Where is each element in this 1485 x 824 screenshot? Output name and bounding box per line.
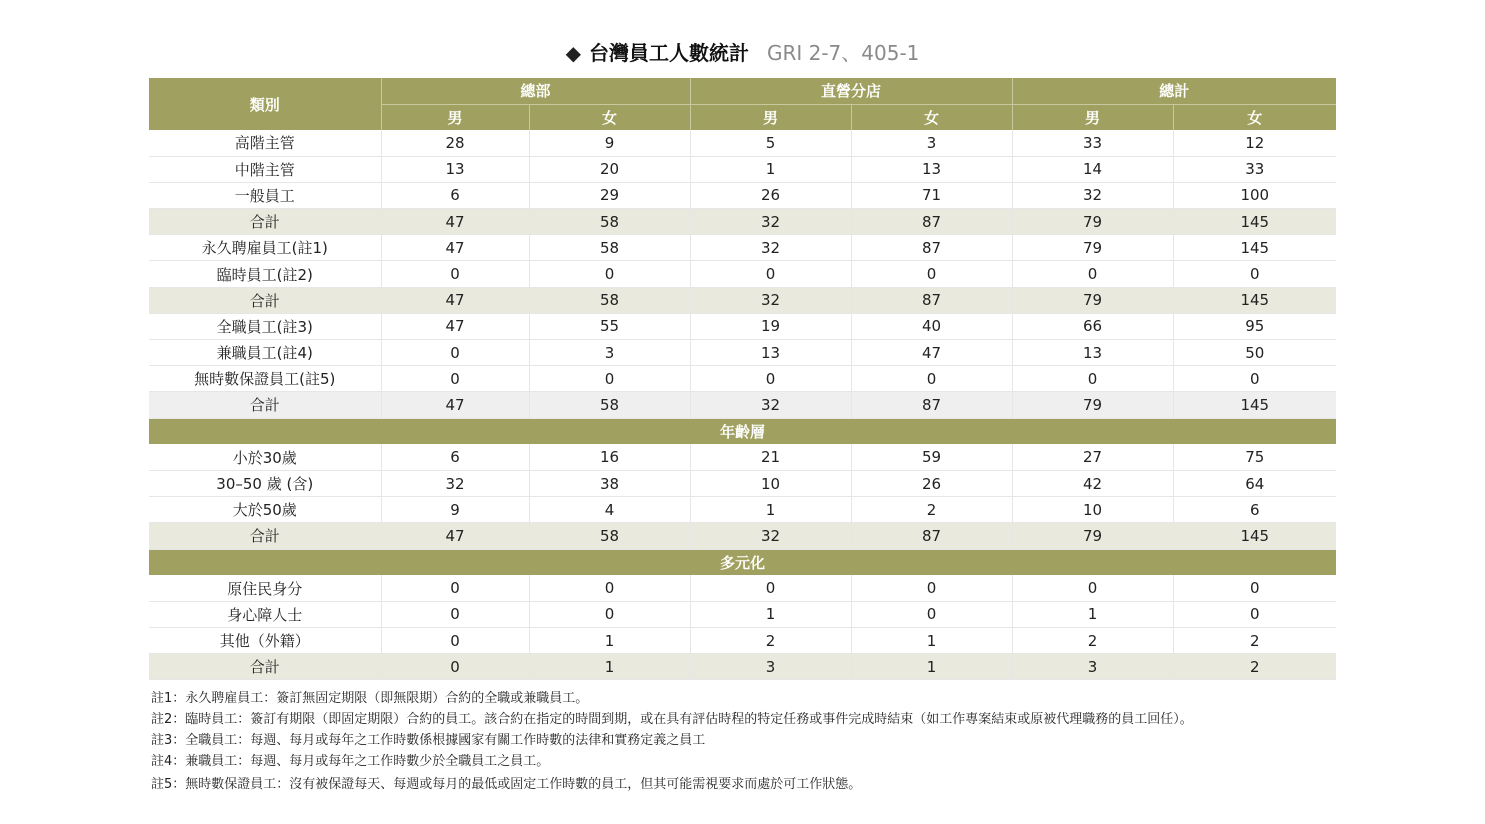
table-row [149, 366, 1336, 392]
table-cell: 38 [529, 470, 690, 496]
table-cell: 0 [1012, 366, 1173, 392]
table-cell: 0 [1173, 261, 1336, 287]
footnote: 註2：臨時員工：簽訂有期限（即固定期限）合約的員工。該合約在指定的時間到期，或在具有評估時程的特定任務或事件完成時結束（如工作專案結束或原被代理職務的員工回任）。 [151, 712, 1193, 727]
table-cell: 59 [851, 444, 1012, 470]
table-cell: 33 [1012, 130, 1173, 156]
table-cell: 2 [690, 628, 851, 654]
header-female: 女 [851, 104, 1012, 130]
table-row [149, 261, 1336, 287]
footnotes [151, 688, 1193, 795]
table-cell: 9 [381, 497, 529, 523]
table-row [149, 235, 1336, 261]
row-label: 無時數保證員工(註5) [149, 366, 381, 392]
table-cell: 29 [529, 182, 690, 208]
table-cell: 145 [1173, 523, 1336, 549]
table-cell: 47 [381, 392, 529, 418]
table-cell: 19 [690, 313, 851, 339]
table-cell: 79 [1012, 235, 1173, 261]
row-label: 小於30歲 [149, 444, 381, 470]
table-cell: 13 [381, 156, 529, 182]
table-cell: 5 [690, 130, 851, 156]
table-cell: 71 [851, 182, 1012, 208]
table-cell: 13 [1012, 340, 1173, 366]
row-label: 兼職員工(註4) [149, 340, 381, 366]
table-cell: 0 [529, 601, 690, 627]
table-cell: 79 [1012, 287, 1173, 313]
header-female: 女 [529, 104, 690, 130]
table-cell: 3 [529, 340, 690, 366]
row-label: 合計 [149, 287, 381, 313]
table-row [149, 628, 1336, 654]
header-group-hq: 總部 [381, 78, 690, 104]
table-cell: 1 [690, 156, 851, 182]
table-cell: 1 [529, 628, 690, 654]
header-female: 女 [1173, 104, 1336, 130]
section-age-header [149, 418, 1336, 444]
table-cell: 87 [851, 235, 1012, 261]
footnote: 註3：全職員工：每週、每月或每年之工作時數係根據國家有關工作時數的法律和實務定義之員工 [151, 733, 706, 748]
table-cell: 4 [529, 497, 690, 523]
table-cell: 6 [1173, 497, 1336, 523]
table-cell: 26 [851, 470, 1012, 496]
table-cell: 33 [1173, 156, 1336, 182]
footnote: 註5：無時數保證員工：沒有被保證每天、每週或每月的最低或固定工作時數的員工，但其可能需視要求而處於可工作狀態。 [151, 777, 862, 792]
header-male: 男 [381, 104, 529, 130]
table-cell: 0 [529, 575, 690, 601]
table-row [149, 156, 1336, 182]
table-cell: 47 [381, 209, 529, 235]
table-cell: 6 [381, 182, 529, 208]
footnote: 註4：兼職員工：每週、每月或每年之工作時數少於全職員工之員工。 [151, 754, 550, 769]
table-cell: 0 [381, 575, 529, 601]
table-cell: 32 [690, 235, 851, 261]
header-category: 類別 [149, 78, 381, 130]
table-cell: 0 [529, 261, 690, 287]
row-label: 全職員工(註3) [149, 313, 381, 339]
table-row [149, 497, 1336, 523]
table-cell: 1 [529, 654, 690, 680]
table-cell: 21 [690, 444, 851, 470]
table-cell: 32 [690, 209, 851, 235]
table-row [149, 182, 1336, 208]
table-cell: 1 [690, 601, 851, 627]
header-group-branch: 直營分店 [690, 78, 1012, 104]
row-label: 中階主管 [149, 156, 381, 182]
table-cell: 55 [529, 313, 690, 339]
table-cell: 2 [851, 497, 1012, 523]
table-cell: 0 [1173, 366, 1336, 392]
table-cell: 2 [1012, 628, 1173, 654]
table-cell: 0 [1012, 261, 1173, 287]
table-cell: 10 [690, 470, 851, 496]
row-label: 合計 [149, 392, 381, 418]
table-cell: 0 [381, 628, 529, 654]
table-cell: 2 [1173, 628, 1336, 654]
footnote: 註1：永久聘雇員工：簽訂無固定期限（即無限期）合約的全職或兼職員工。 [151, 691, 589, 706]
row-label: 大於50歲 [149, 497, 381, 523]
row-label: 高階主管 [149, 130, 381, 156]
total-row [149, 654, 1336, 680]
table-cell: 47 [381, 287, 529, 313]
employee-stats-table [149, 78, 1336, 680]
table-cell: 2 [1173, 654, 1336, 680]
section-diversity-header-label: 多元化 [149, 549, 1336, 575]
table-cell: 27 [1012, 444, 1173, 470]
table-row [149, 340, 1336, 366]
table-cell: 16 [529, 444, 690, 470]
table-cell: 28 [381, 130, 529, 156]
table-row [149, 130, 1336, 156]
table-cell: 145 [1173, 235, 1336, 261]
table-row [149, 313, 1336, 339]
total-row [149, 523, 1336, 549]
row-label: 臨時員工(註2) [149, 261, 381, 287]
table-cell: 0 [690, 261, 851, 287]
table-cell: 9 [529, 130, 690, 156]
table-cell: 58 [529, 523, 690, 549]
table-row [149, 444, 1336, 470]
table-cell: 50 [1173, 340, 1336, 366]
table-row [149, 601, 1336, 627]
row-label: 30–50 歲 (含) [149, 470, 381, 496]
table-cell: 3 [690, 654, 851, 680]
table-cell: 1 [851, 628, 1012, 654]
table-cell: 32 [381, 470, 529, 496]
table-cell: 79 [1012, 392, 1173, 418]
table-cell: 0 [1173, 601, 1336, 627]
diamond-icon: ◆ [565, 41, 581, 65]
table-cell: 64 [1173, 470, 1336, 496]
table-cell: 58 [529, 392, 690, 418]
table-cell: 79 [1012, 209, 1173, 235]
row-label: 合計 [149, 654, 381, 680]
table-cell: 0 [381, 366, 529, 392]
table-cell: 0 [381, 340, 529, 366]
table-cell: 58 [529, 287, 690, 313]
table-cell: 87 [851, 287, 1012, 313]
table-cell: 0 [851, 261, 1012, 287]
table-cell: 47 [381, 523, 529, 549]
table-cell: 0 [1012, 575, 1173, 601]
table-cell: 95 [1173, 313, 1336, 339]
table-cell: 79 [1012, 523, 1173, 549]
table-cell: 75 [1173, 444, 1336, 470]
total-row [149, 287, 1336, 313]
table-cell: 145 [1173, 209, 1336, 235]
table-cell: 13 [690, 340, 851, 366]
table-cell: 87 [851, 392, 1012, 418]
table-cell: 1 [1012, 601, 1173, 627]
table-cell: 87 [851, 523, 1012, 549]
table-cell: 66 [1012, 313, 1173, 339]
header-group-total: 總計 [1012, 78, 1336, 104]
table-cell: 0 [851, 366, 1012, 392]
title-main: 台灣員工人數統計 [588, 41, 749, 65]
row-label: 身心障人士 [149, 601, 381, 627]
table-cell: 10 [1012, 497, 1173, 523]
table-cell: 47 [851, 340, 1012, 366]
table-cell: 40 [851, 313, 1012, 339]
table-cell: 58 [529, 235, 690, 261]
table-cell: 47 [381, 235, 529, 261]
table-cell: 100 [1173, 182, 1336, 208]
row-label: 原住民身分 [149, 575, 381, 601]
total-row [149, 209, 1336, 235]
table-cell: 14 [1012, 156, 1173, 182]
table-cell: 6 [381, 444, 529, 470]
table-cell: 32 [690, 287, 851, 313]
table-cell: 0 [381, 654, 529, 680]
table-cell: 0 [851, 575, 1012, 601]
table-cell: 87 [851, 209, 1012, 235]
table-cell: 1 [690, 497, 851, 523]
table-cell: 0 [851, 601, 1012, 627]
table-cell: 0 [1173, 575, 1336, 601]
table-cell: 13 [851, 156, 1012, 182]
page-title [0, 38, 1485, 68]
table-row [149, 470, 1336, 496]
table-cell: 47 [381, 313, 529, 339]
table-cell: 0 [381, 601, 529, 627]
table-cell: 32 [1012, 182, 1173, 208]
row-label: 一般員工 [149, 182, 381, 208]
row-label: 其他（外籍） [149, 628, 381, 654]
total-row [149, 392, 1336, 418]
table-cell: 26 [690, 182, 851, 208]
row-label: 合計 [149, 209, 381, 235]
table-cell: 3 [1012, 654, 1173, 680]
table-cell: 145 [1173, 392, 1336, 418]
table-cell: 3 [851, 130, 1012, 156]
table-cell: 42 [1012, 470, 1173, 496]
header-male: 男 [1012, 104, 1173, 130]
header-male: 男 [690, 104, 851, 130]
row-label: 合計 [149, 523, 381, 549]
table-cell: 0 [529, 366, 690, 392]
table-row [149, 575, 1336, 601]
table-cell: 145 [1173, 287, 1336, 313]
section-diversity-header [149, 549, 1336, 575]
section-age-header-label: 年齡層 [149, 418, 1336, 444]
table-cell: 0 [690, 366, 851, 392]
table-cell: 0 [381, 261, 529, 287]
table-cell: 12 [1173, 130, 1336, 156]
table-cell: 1 [851, 654, 1012, 680]
row-label: 永久聘雇員工(註1) [149, 235, 381, 261]
title-gri-reference: GRI 2-7、405-1 [766, 41, 920, 65]
table-cell: 58 [529, 209, 690, 235]
table-cell: 20 [529, 156, 690, 182]
table-cell: 32 [690, 392, 851, 418]
table-cell: 0 [690, 575, 851, 601]
table-cell: 32 [690, 523, 851, 549]
